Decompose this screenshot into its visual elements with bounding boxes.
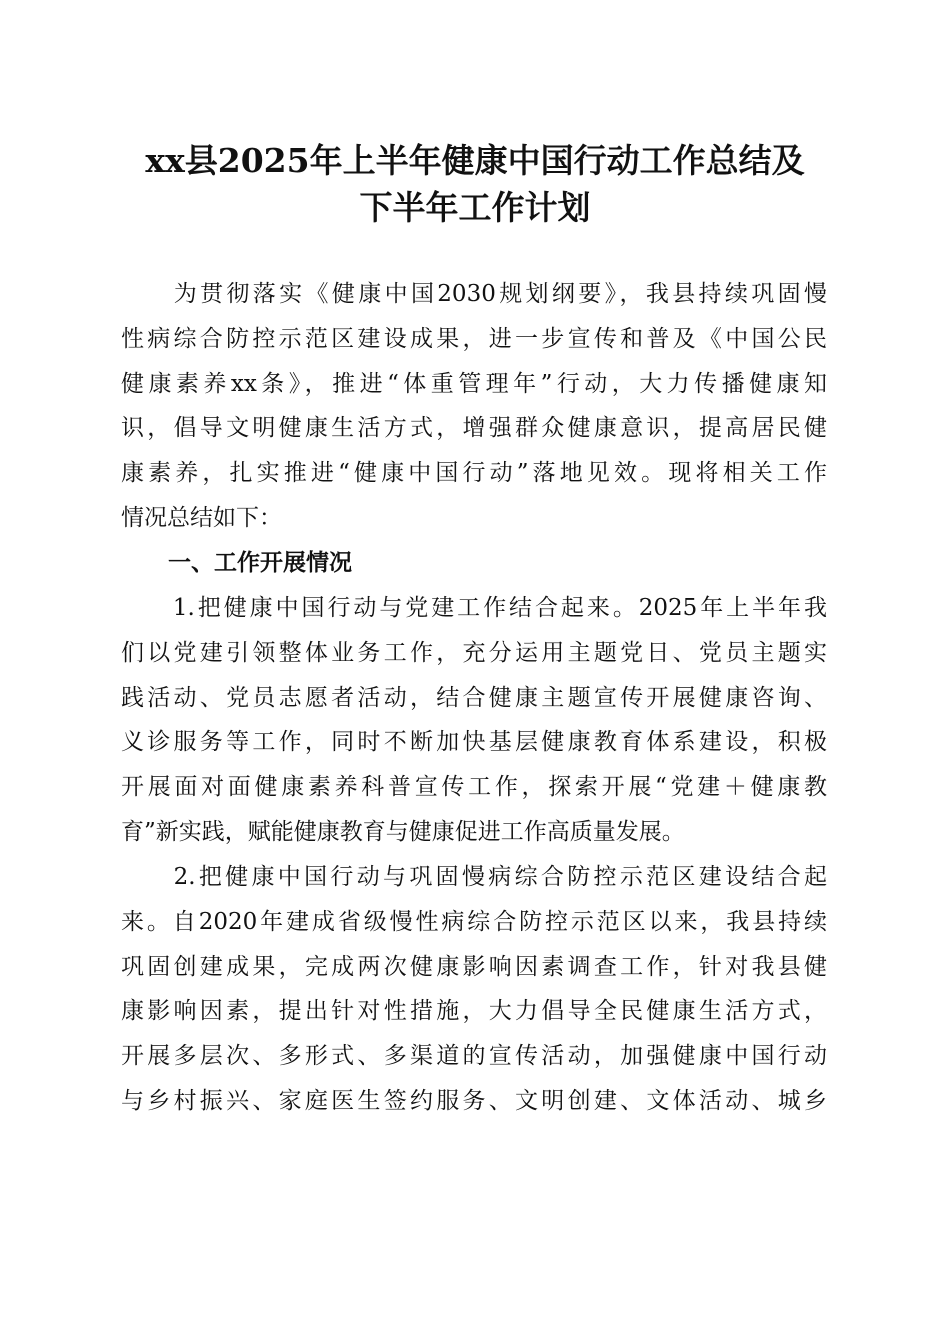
paragraph-line: 与乡村振兴、家庭医生签约服务、文明创建、文体活动、城乡	[121, 1087, 827, 1114]
paragraph-line: 育”新实践，赋能健康教育与健康促进工作高质量发展。	[121, 818, 685, 845]
intro-paragraph	[121, 272, 827, 541]
intro-line: 性病综合防控示范区建设成果，进一步宣传和普及《中国公民	[121, 325, 827, 352]
document-title-line-1: xx县2025年上半年健康中国行动工作总结及	[145, 141, 805, 180]
paragraph-line: 来。自2020年建成省级慢性病综合防控示范区以来，我县持续	[121, 908, 827, 935]
paragraph-2	[121, 855, 827, 1124]
paragraph-line: 义诊服务等工作，同时不断加快基层健康教育体系建设，积极	[121, 729, 827, 756]
paragraph-line: 们以党建引领整体业务工作，充分运用主题党日、党员主题实	[121, 639, 827, 666]
paragraph-1	[121, 586, 827, 855]
paragraph-line: 2.把健康中国行动与巩固慢病综合防控示范区建设结合起	[121, 864, 827, 890]
intro-line: 健康素养xx条》，推进“体重管理年”行动，大力传播健康知	[121, 370, 827, 397]
paragraph-line: 康影响因素，提出针对性措施，大力倡导全民健康生活方式，	[121, 998, 827, 1025]
paragraph-line: 开展面对面健康素养科普宣传工作，探索开展“党建＋健康教	[121, 774, 827, 801]
intro-line: 康素养，扎实推进“健康中国行动”落地见效。现将相关工作	[121, 460, 827, 487]
section-heading-work-progress: 一、工作开展情况	[168, 550, 352, 576]
paragraph-line: 1.把健康中国行动与党建工作结合起来。2025年上半年我	[121, 595, 827, 621]
paragraph-line: 巩固创建成果，完成两次健康影响因素调查工作，针对我县健	[121, 953, 827, 980]
paragraph-line: 开展多层次、多形式、多渠道的宣传活动，加强健康中国行动	[121, 1043, 827, 1070]
intro-line: 为贯彻落实《健康中国2030规划纲要》，我县持续巩固慢	[121, 281, 827, 307]
document-title-line-2: 下半年工作计划	[359, 188, 591, 227]
intro-line: 情况总结如下：	[121, 504, 282, 531]
intro-line: 识，倡导文明健康生活方式，增强群众健康意识，提高居民健	[121, 415, 827, 442]
paragraph-line: 践活动、党员志愿者活动，结合健康主题宣传开展健康咨询、	[121, 684, 827, 711]
